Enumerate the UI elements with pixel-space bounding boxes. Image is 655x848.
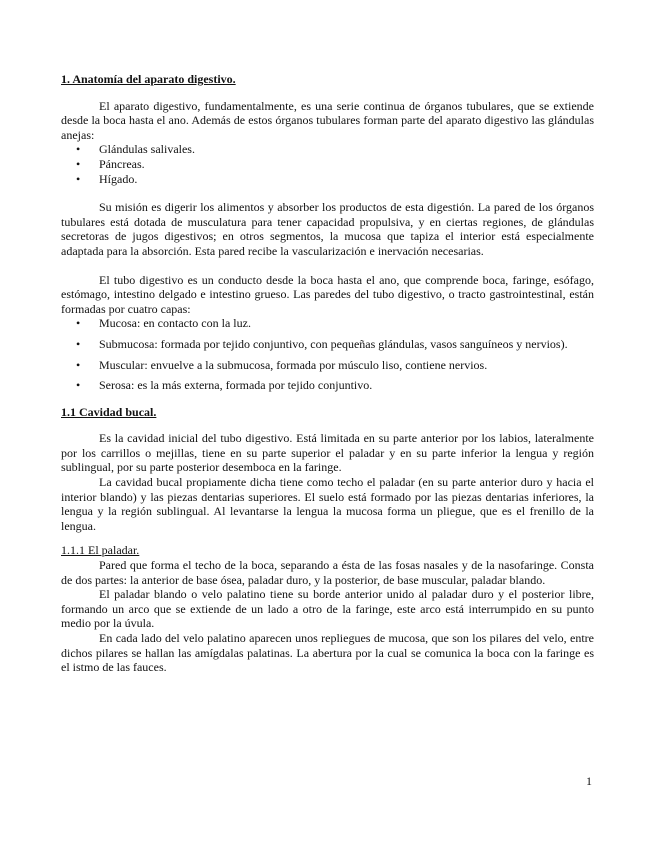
- section-1-paragraph-3: El tubo digestivo es un conducto desde la boca hasta el ano, que comprende boca, faringe, esófago, estómago, intestino delgado e intestino grueso. Las paredes del tubo digestivo, o tracto gastrointestinal, están formadas por cuatro capas:: [61, 272, 594, 316]
- list-item: • Serosa: es la más externa, formada por tejido conjuntivo.: [61, 378, 594, 393]
- list-item: • Mucosa: en contacto con la luz.: [61, 316, 594, 331]
- list-item: • Glándulas salivales.: [61, 142, 594, 157]
- list-item: • Hígado.: [61, 172, 594, 187]
- glands-list: [61, 142, 594, 186]
- section-1-paragraph-1: El aparato digestivo, fundamentalmente, es una serie continua de órganos tubulares, que se extiende desde la boca hasta el ano. Además de estos órganos tubulares forman parte del aparato digestivo las glándulas anejas:: [61, 98, 594, 142]
- section-1-1-1-paragraph-3: En cada lado del velo palatino aparecen unos repliegues de mucosa, que son los pilares del velo, entre dichos pilares se hallan las amígdalas palatinas. La abertura por la cual se comunica la boca con la faringe es el istmo de las fauces.: [61, 631, 594, 675]
- section-1-1-paragraph-1: Es la cavidad inicial del tubo digestivo. Está limitada en su parte anterior por los labios, lateralmente por los carrillos o mejillas, tiene en su parte superior el paladar y en su parte inferior la lengua y región sublingual, por su parte posterior desemboca en la faringe.: [61, 431, 594, 475]
- list-item: • Submucosa: formada por tejido conjuntivo, con pequeñas glándulas, vasos sanguíneos y nervios).: [61, 337, 594, 352]
- section-1-1-title: 1.1 Cavidad bucal.: [61, 404, 157, 419]
- section-1-1-paragraph-2: La cavidad bucal propiamente dicha tiene como techo el paladar (en su parte anterior duro y hacia el interior blando) y las piezas dentarias superiores. El suelo está formado por las piezas dentarias inferiores, la lengua y la región sublingual. Al levantarse la lengua la mucosa forma un pliegue, que es el frenillo de la lengua.: [61, 475, 594, 533]
- section-1-title: 1. Anatomía del aparato digestivo.: [61, 72, 236, 86]
- page-number: 1: [586, 774, 592, 788]
- section-1-1-1-title: 1.1.1 El paladar.: [61, 543, 140, 558]
- list-item: • Muscular: envuelve a la submucosa, formada por músculo liso, contiene nervios.: [61, 358, 594, 373]
- list-item: • Páncreas.: [61, 157, 594, 172]
- page-content: [61, 72, 594, 675]
- section-1-1-1-paragraph-2: El paladar blando o velo palatino tiene su borde anterior unido al paladar duro y el posterior libre, formando un arco que se extiende de un lado a otro de la faringe, este arco está interrumpido en su punto medio por la úvula.: [61, 587, 594, 631]
- section-1-paragraph-2: Su misión es digerir los alimentos y absorber los productos de esta digestión. La pared de los órganos tubulares está dotada de musculatura para tener capacidad propulsiva, y en ciertas regiones, de glándulas secretoras de jugos digestivos; en otros segmentos, la mucosa que tapiza el interior está especialmente adaptada para la absorción. Esta pared recibe la vascularización e inervación necesarias.: [61, 200, 594, 258]
- layers-list: [61, 316, 594, 392]
- section-1-1-1-paragraph-1: Pared que forma el techo de la boca, separando a ésta de las fosas nasales y de la nasofaringe. Consta de dos partes: la anterior de base ósea, paladar duro, y la posterior, de base muscular, paladar blando.: [61, 558, 594, 587]
